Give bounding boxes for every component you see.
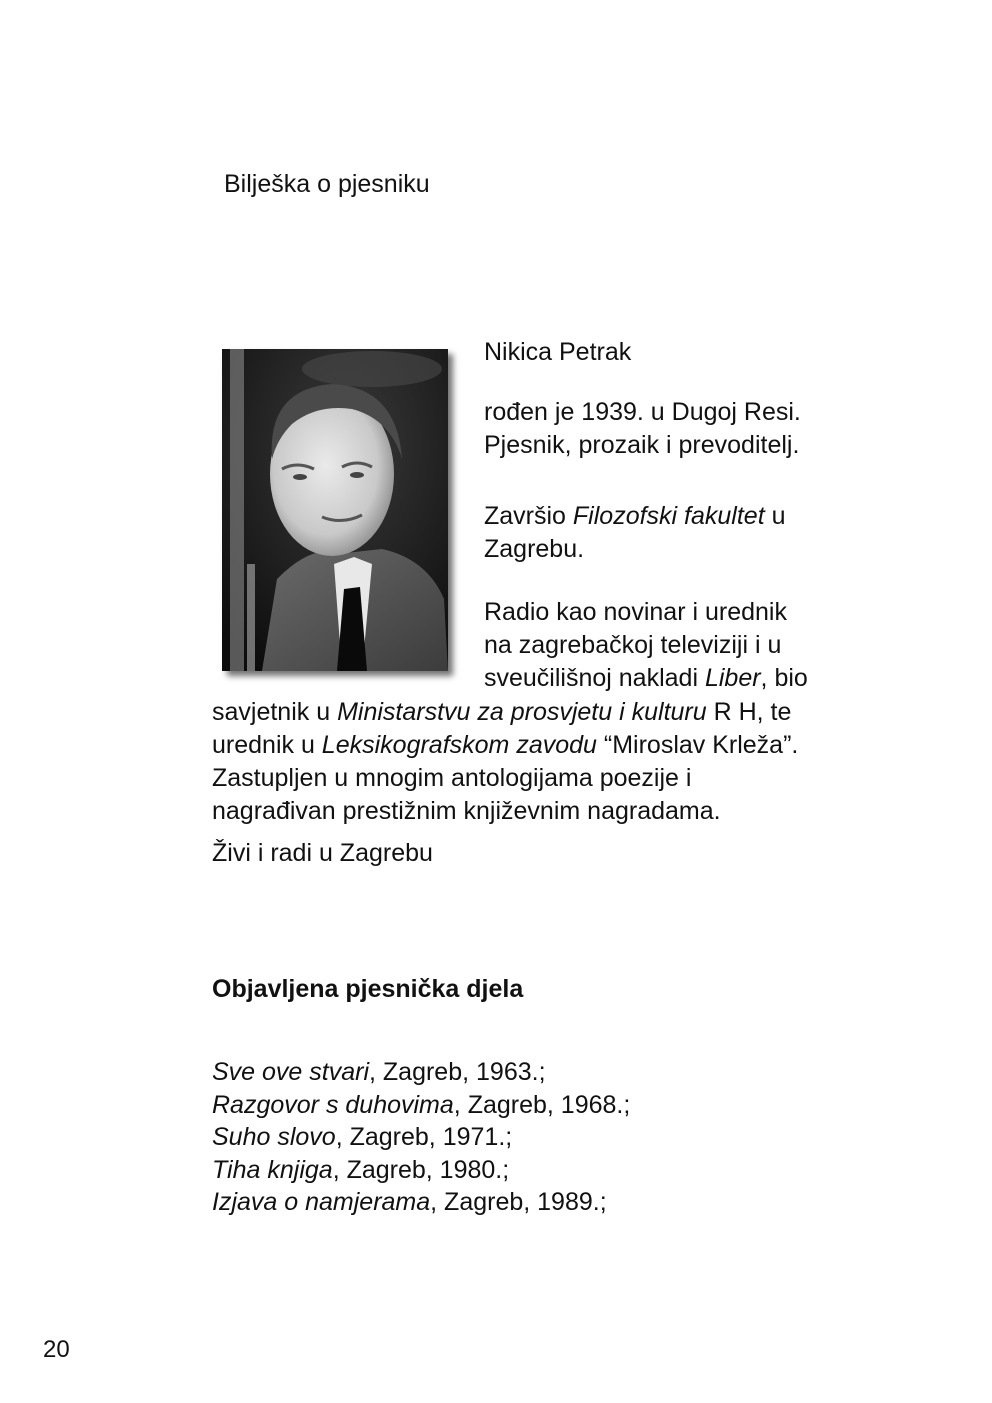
page-title: Bilješka o pjesniku bbox=[224, 170, 430, 198]
career-text: savjetnik u bbox=[212, 698, 338, 726]
work-item bbox=[212, 1056, 630, 1089]
anthology-line: Zastupljen u mnogim antologijama poezije i bbox=[212, 764, 692, 792]
career-text: R H, te bbox=[706, 698, 792, 726]
education-text: Završio bbox=[484, 502, 573, 530]
career-line: Radio kao novinar i urednik bbox=[484, 598, 787, 626]
career-text: sveučilišnoj nakladi bbox=[484, 664, 705, 692]
career-line bbox=[212, 696, 798, 729]
works-heading: Objavljena pjesnička djela bbox=[212, 975, 524, 1003]
faculty-name: Filozofski fakultet bbox=[572, 502, 765, 530]
career-line bbox=[212, 729, 798, 762]
work-title: Suho slovo bbox=[212, 1123, 336, 1151]
birth-info bbox=[484, 396, 801, 462]
career-text: , bio bbox=[760, 664, 808, 692]
poet-name: Nikica Petrak bbox=[484, 338, 632, 366]
work-item bbox=[212, 1186, 630, 1219]
work-title: Tiha knjiga bbox=[212, 1155, 333, 1184]
work-details: , Zagreb, 1980.; bbox=[332, 1155, 510, 1184]
work-details: , Zagreb, 1968.; bbox=[453, 1090, 631, 1119]
residence-line: Živi i radi u Zagrebu bbox=[212, 839, 433, 867]
publisher-name: Liber bbox=[704, 664, 761, 692]
education-line bbox=[484, 500, 786, 533]
work-item bbox=[212, 1121, 630, 1154]
education-city: Zagrebu. bbox=[484, 535, 585, 563]
profession-line: Pjesnik, prozaik i prevoditelj. bbox=[484, 431, 800, 459]
birth-line: rođen je 1939. u Dugoj Resi. bbox=[484, 398, 801, 426]
work-title: Razgovor s duhovima bbox=[212, 1090, 454, 1119]
career-info-full bbox=[212, 696, 798, 828]
work-item bbox=[212, 1089, 630, 1122]
career-text: urednik u bbox=[212, 731, 322, 759]
work-details: , Zagreb, 1989.; bbox=[430, 1188, 607, 1216]
education-text: u bbox=[764, 502, 786, 530]
ministry-name: Ministarstvu za prosvjetu i kulturu bbox=[337, 698, 707, 726]
portrait-image bbox=[222, 349, 448, 671]
work-item bbox=[212, 1154, 630, 1187]
work-title: Izjava o namjerama bbox=[212, 1188, 431, 1216]
career-line bbox=[484, 662, 808, 695]
works-list bbox=[212, 1056, 630, 1219]
work-title: Sve ove stvari bbox=[212, 1058, 370, 1086]
work-details: , Zagreb, 1963.; bbox=[369, 1058, 546, 1086]
education-info bbox=[484, 500, 786, 566]
career-line: na zagrebačkoj televiziji i u bbox=[484, 631, 782, 659]
portrait-photo bbox=[222, 349, 448, 671]
page-number: 20 bbox=[43, 1336, 70, 1363]
work-details: , Zagreb, 1971.; bbox=[335, 1123, 513, 1151]
awards-line: nagrađivan prestižnim književnim nagradama. bbox=[212, 797, 721, 825]
institute-name: Leksikografskom zavodu bbox=[321, 731, 597, 759]
career-text: “Miroslav Krleža”. bbox=[596, 731, 799, 759]
career-info-wrapped bbox=[484, 596, 808, 695]
